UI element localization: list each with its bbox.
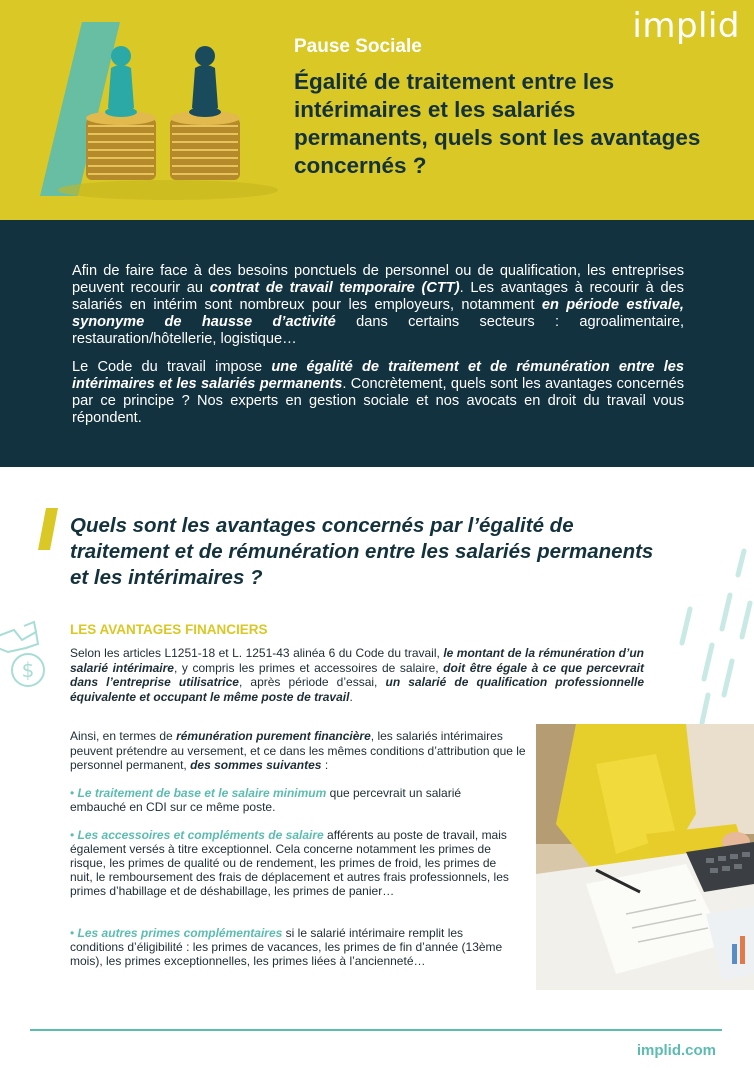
money-bag-icon	[0, 618, 50, 692]
section-slash-marker	[38, 508, 58, 550]
list-item: • Les autres primes complémentaires si le salarié intérimaire remplit les conditions d’éligibilité : les primes de vacances, les primes de fin d’année (13ème mois), les primes exceptionnelles, les primes liées à l’ancienneté…	[70, 926, 503, 968]
subsection-title: LES AVANTAGES FINANCIERS	[70, 622, 268, 637]
body-text: . Concrètement, quels sont les avantages concernés par ce principe ? Nos experts en gestion sociale et nos avocats en droit du travail vous répondent.	[72, 376, 684, 426]
slash-pattern-decoration	[668, 545, 754, 730]
svg-text:$: $	[21, 658, 35, 682]
emphasis-text: un salarié de qualification professionnelle équivalente et occupant le même poste de travail	[70, 675, 644, 704]
body-text: Ainsi, en termes de	[70, 729, 177, 743]
remuneration-paragraph	[70, 729, 540, 773]
page-title: Égalité de traitement entre les intérimaires et les salariés permanents, quels sont les avantages concernés ?	[294, 69, 701, 178]
list-item-text: si le salarié intérimaire remplit les conditions d’éligibilité : les primes de vacances, les primes de fin d’année (13ème mois), les primes exceptionnelles, les primes liées à l’ancienneté…	[70, 926, 503, 968]
footer-divider	[30, 1029, 722, 1031]
intro-paragraph-1	[72, 263, 684, 348]
emphasis-text: le montant de la rémunération d’un salarié intérimaire	[70, 646, 644, 675]
emphasis-text: doit être égale à ce que percevrait dans l’entreprise utilisatrice	[70, 660, 644, 689]
body-text: .	[349, 689, 353, 704]
list-item: • Les accessoires et compléments de salaire afférents au poste de travail, mais également versés à titre exceptionnel. Cela concerne notamment les primes de risque, les primes de qualité ou de rendement, les primes de froid, les primes de nuit, le remboursement des frais de déplacement et autres frais professionnels, les primes d’habillage et de déshabillage, les primes de panier…	[70, 828, 509, 898]
body-text: , y compris les primes et accessoires de salaire,	[173, 660, 444, 675]
body-text: Selon les articles L1251-18 et L. 1251-43 alinéa 6 du Code du travail,	[70, 646, 444, 660]
body-text: Le Code du travail impose	[72, 359, 272, 375]
body-text: , après période d’essai,	[238, 675, 386, 689]
website-link[interactable]: implid.com	[636, 1042, 716, 1059]
intro-paragraph-2	[72, 359, 684, 427]
body-text: Afin de faire face à des besoins ponctuels de personnel ou de qualification, les entreprises peuvent recourir au	[72, 263, 684, 296]
list-item-text: afférents au poste de travail, mais également versés à titre exceptionnel. Cela concerne notamment les primes de risque, les primes de qualité ou de rendement, les primes de froid, les primes de nuit, le remboursement des frais de déplacement et autres frais professionnels, les primes d’habillage et de déshabillage, les primes de panier…	[70, 828, 509, 898]
implid-logo: implid	[632, 6, 740, 46]
body-text: . Les avantages à recourir à des salariés en intérim sont nombreux pour les employeurs, notamment	[72, 280, 684, 313]
body-text: , les salariés intérimaires peuvent prétendre au versement, et ce dans les mêmes conditions d’attribution que le personnel permanent,	[70, 729, 526, 772]
list-item-lead: Les accessoires et compléments de salaire	[77, 828, 324, 842]
header-banner	[0, 0, 754, 220]
emphasis-text: une égalité de traitement et de rémunération entre les intérimaires et les salariés permanents	[72, 359, 684, 392]
pawns-on-coins-illustration	[0, 0, 280, 220]
intro-section	[0, 220, 754, 467]
list-item: • Le traitement de base et le salaire minimum que percevrait un salarié embauché en CDI sur ce même poste.	[70, 786, 462, 814]
coin-stack-left	[86, 111, 156, 180]
list-item-lead: Les autres primes complémentaires	[77, 926, 283, 940]
emphasis-text: en période estivale, synonyme de hausse d’activité	[72, 297, 684, 330]
legal-reference-paragraph	[70, 646, 644, 704]
list-item-lead: Le traitement de base et le salaire minimum	[77, 786, 327, 800]
body-text: dans certains secteurs : agroalimentaire, restauration/hôtellerie, logistique…	[72, 314, 685, 347]
body-text: :	[321, 758, 329, 772]
emphasis-text: des sommes suivantes	[190, 758, 322, 772]
coin-stack-right	[170, 111, 240, 180]
section-title: Quels sont les avantages concernés par l’égalité de traitement et de rémunération entre les salariés permanents et les intérimaires ?	[70, 514, 654, 589]
list-item-text: que percevrait un salarié embauché en CDI sur ce même poste.	[70, 786, 462, 814]
emphasis-text: rémunération purement financière	[176, 729, 371, 743]
dark-pawn	[189, 46, 221, 117]
office-worker-photo	[536, 724, 754, 990]
category-label: Pause Sociale	[294, 36, 422, 57]
emphasis-text: contrat de travail temporaire (CTT)	[209, 280, 460, 296]
